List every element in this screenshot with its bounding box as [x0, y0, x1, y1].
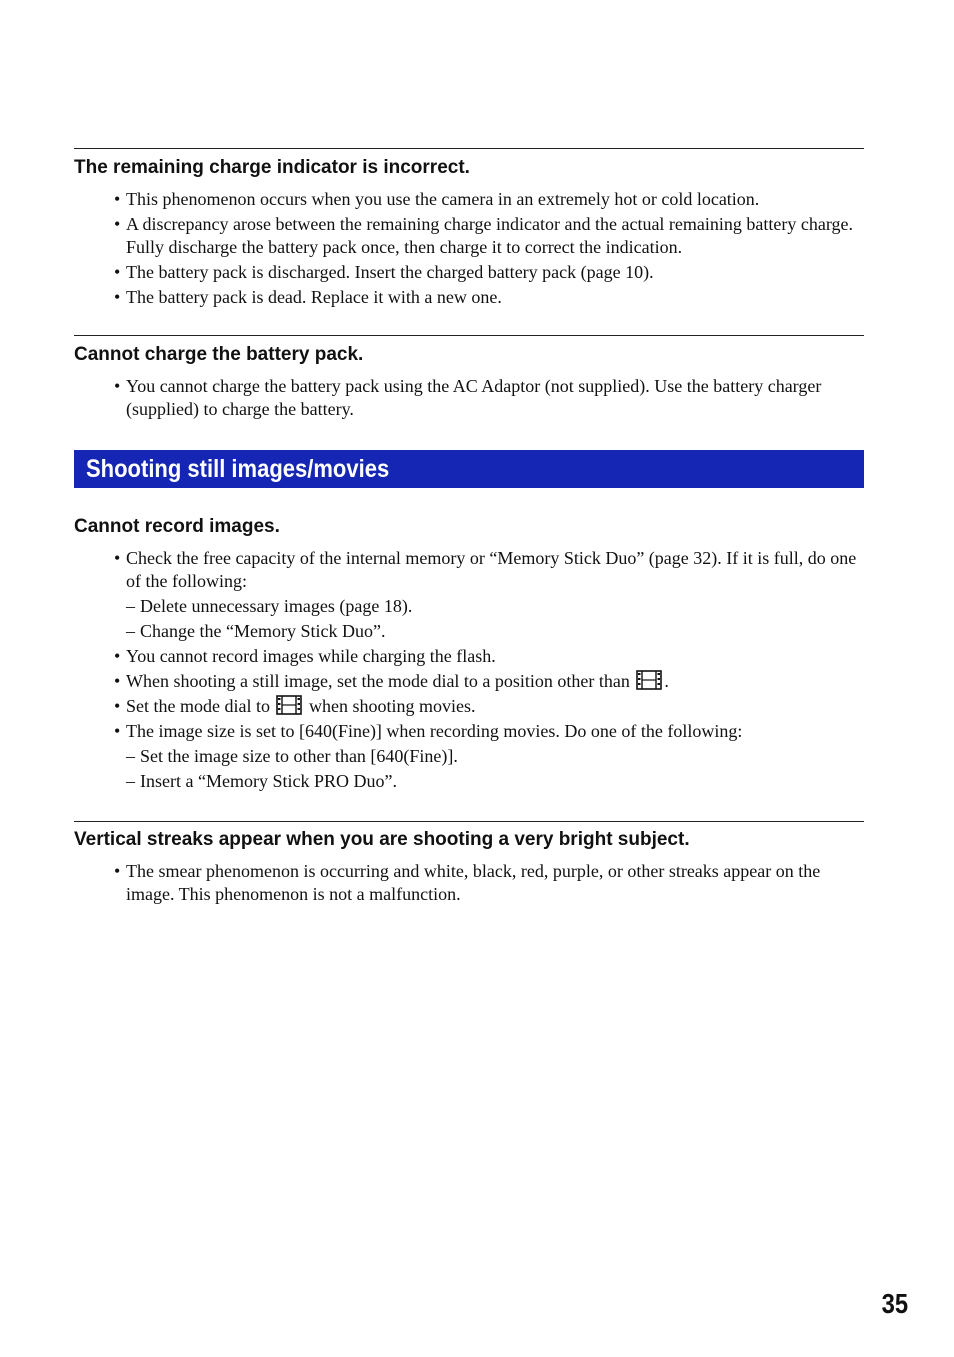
movie-mode-icon — [636, 670, 662, 690]
chapter-banner — [74, 450, 864, 488]
item-text: When shooting a still image, set the mode dial to a position other than — [126, 670, 630, 691]
page-number: 35 — [881, 1288, 908, 1319]
item-text-end: when shooting movies. — [308, 695, 476, 716]
list-item: • The smear phenomenon is occurring and white, black, red, purple, or other streaks appear on the image. This phenomenon is not a malfunction. — [74, 860, 864, 905]
item-text: Set the mode dial to — [126, 695, 270, 716]
item-list — [74, 547, 864, 792]
movie-mode-icon — [276, 695, 302, 715]
list-subitem: – Change the “Memory Stick Duo”. — [74, 620, 864, 643]
section-cannot-charge — [74, 343, 864, 423]
list-item: • A discrepancy arose between the remaining charge indicator and the actual remaining battery charge. Fully discharge the battery pack once, then charge it to correct the indication. — [74, 213, 864, 258]
item-list — [74, 860, 864, 905]
item-text-end: . — [664, 670, 669, 691]
list-item: • The battery pack is discharged. Insert the charged battery pack (page 10). — [74, 261, 864, 284]
section-divider — [74, 821, 864, 822]
section-heading: Vertical streaks appear when you are shooting a very bright subject. — [74, 829, 690, 850]
list-item — [74, 670, 864, 693]
list-subitem: – Delete unnecessary images (page 18). — [74, 595, 864, 618]
section-cannot-record — [74, 515, 864, 795]
list-item: • The image size is set to [640(Fine)] when recording movies. Do one of the following: — [74, 720, 864, 743]
banner-title: Shooting still images/movies — [86, 455, 390, 483]
section-vertical-streaks — [74, 828, 864, 908]
list-item: • You cannot charge the battery pack using the AC Adaptor (not supplied). Use the battery charger (supplied) to charge the battery. — [74, 375, 864, 420]
list-item — [74, 695, 864, 718]
section-heading: The remaining charge indicator is incorrect. — [74, 157, 470, 178]
list-subitem: – Set the image size to other than [640(Fine)]. — [74, 745, 864, 768]
list-item: • The battery pack is dead. Replace it with a new one. — [74, 286, 864, 309]
section-divider — [74, 148, 864, 149]
list-subitem: – Insert a “Memory Stick PRO Duo”. — [74, 770, 864, 793]
section-divider — [74, 335, 864, 336]
section-charge-indicator — [74, 156, 864, 311]
item-list — [74, 375, 864, 420]
section-heading: Cannot record images. — [74, 516, 280, 537]
section-heading: Cannot charge the battery pack. — [74, 344, 364, 365]
item-list — [74, 188, 864, 308]
list-item: • You cannot record images while charging the flash. — [74, 645, 864, 668]
list-item: • This phenomenon occurs when you use the camera in an extremely hot or cold location. — [74, 188, 864, 211]
list-item: • Check the free capacity of the internal memory or “Memory Stick Duo” (page 32). If it is full, do one of the following: — [74, 547, 864, 592]
